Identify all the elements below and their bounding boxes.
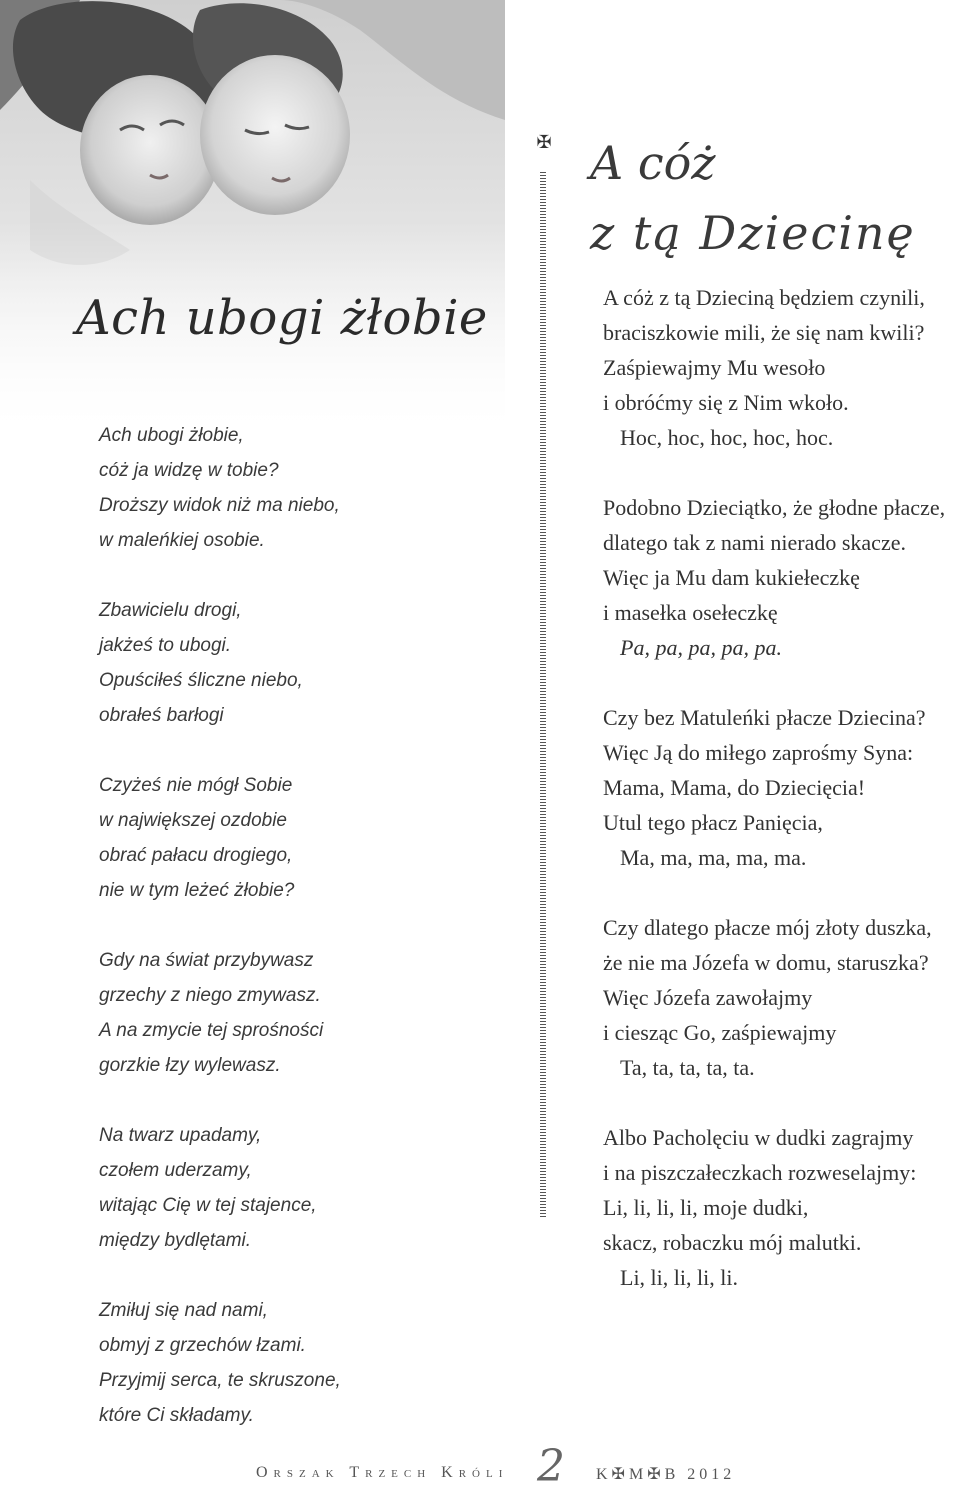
poem-line: Na twarz upadamy, [99, 1125, 262, 1146]
poem-line: które Ci składamy. [99, 1405, 254, 1426]
left-stanza [99, 943, 479, 1083]
poem-refrain: Ta, ta, ta, ta, ta. [620, 1055, 755, 1080]
poem-line: Mama, Mama, do Dziecięcia! [603, 775, 866, 800]
poem-line: nie w tym leżeć żłobie? [99, 880, 295, 901]
right-stanza [603, 910, 955, 1085]
poem-line: obrać pałacu drogiego, [99, 845, 293, 866]
poem-line: dlatego tak z nami nierado skacze. [603, 530, 906, 555]
poem-refrain: Li, li, li, li, li. [620, 1265, 738, 1290]
poem-line: Zaśpiewajmy Mu wesoło [603, 355, 826, 380]
poem-line: Li, li, li, li, moje dudki, [603, 1195, 809, 1220]
poem-line: Więc Ją do miłego zaprośmy Syna: [603, 740, 914, 765]
poem-line: Utul tego płacz Panięcia, [603, 810, 823, 835]
poem-line: Droższy widok niż ma niebo, [99, 495, 340, 516]
cross-icon: ✠ [536, 132, 552, 152]
poem-line: i masełka osełeczkę [603, 600, 778, 625]
poem-line: w największej ozdobie [99, 810, 287, 831]
right-poem-title [590, 128, 950, 268]
right-stanza [603, 490, 955, 665]
poem-line: grzechy z niego zmywasz. [99, 985, 321, 1006]
poem-line: i na piszczałeczkach rozweselajmy: [603, 1160, 917, 1185]
poem-line: Albo Pacholęciu w dudki zagrajmy [603, 1125, 914, 1150]
poem-line: cóż ja widzę w tobie? [99, 460, 279, 481]
poem-line: w maleńkiej osobie. [99, 530, 265, 551]
poem-line: braciszkowie mili, że się nam kwili? [603, 320, 925, 345]
poem-refrain: Pa, pa, pa, pa, pa. [620, 635, 782, 660]
column-divider [540, 172, 546, 1217]
year-marks: K✠M✠B 2012 [596, 1466, 736, 1483]
poem-line: Więc ja Mu dam kukiełeczkę [603, 565, 860, 590]
publication-title: Orszak Trzech Króli [256, 1464, 509, 1481]
poem-line: Zbawicielu drogi, [99, 600, 242, 621]
page-footer [0, 1440, 960, 1495]
poem-line: jakżeś to ubogi. [99, 635, 232, 656]
right-title-line-2: z tą Dziecinę [590, 206, 916, 260]
poem-line: Czyżeś nie mógł Sobie [99, 775, 293, 796]
poem-line: witając Cię w tej stajence, [99, 1195, 317, 1216]
poem-line: Przyjmij serca, te skruszone, [99, 1370, 341, 1391]
page-number: 2 [537, 1441, 565, 1492]
left-stanza [99, 1118, 479, 1258]
angels-illustration [0, 0, 505, 440]
left-stanza [99, 593, 479, 733]
poem-line: Więc Józefa zawołajmy [603, 985, 813, 1010]
poem-line: skacz, robaczku mój malutki. [603, 1230, 862, 1255]
right-stanza [603, 280, 955, 455]
poem-line: A cóż z tą Dzieciną będziem czynili, [603, 285, 925, 310]
poem-line: obrałeś barłogi [99, 705, 224, 726]
poem-line: Ach ubogi żłobie, [99, 425, 244, 446]
right-stanza [603, 1120, 955, 1295]
poem-line: czołem uderzamy, [99, 1160, 252, 1181]
poem-refrain: Hoc, hoc, hoc, hoc, hoc. [620, 425, 834, 450]
right-stanza [603, 700, 955, 875]
right-poem [603, 280, 955, 1330]
left-stanza [99, 1293, 479, 1433]
poem-line: że nie ma Józefa w domu, staruszka? [603, 950, 929, 975]
poem-line: Czy dlatego płacze mój złoty duszka, [603, 915, 932, 940]
poem-line: obmyj z grzechów łzami. [99, 1335, 306, 1356]
poem-line: gorzkie łzy wylewasz. [99, 1055, 281, 1076]
right-title-line-1: A cóż [590, 136, 716, 190]
angels-artwork [0, 0, 505, 440]
poem-line: Gdy na świat przybywasz [99, 950, 314, 971]
poem-line: Opuściłeś śliczne niebo, [99, 670, 303, 691]
left-stanza [99, 768, 479, 908]
left-stanza [99, 418, 479, 558]
poem-line: i obróćmy się z Nim wkoło. [603, 390, 849, 415]
poem-line: Podobno Dzieciątko, że głodne płacze, [603, 495, 946, 520]
poem-line: Czy bez Matuleńki płacze Dziecina? [603, 705, 926, 730]
left-poem-title: Ach ubogi żłobie [76, 290, 488, 346]
left-poem [99, 418, 479, 1468]
poem-line: między bydlętami. [99, 1230, 252, 1251]
poem-refrain: Ma, ma, ma, ma, ma. [620, 845, 807, 870]
poem-line: A na zmycie tej sprośności [99, 1020, 324, 1041]
poem-line: i ciesząc Go, zaśpiewajmy [603, 1020, 837, 1045]
poem-line: Zmiłuj się nad nami, [99, 1300, 268, 1321]
